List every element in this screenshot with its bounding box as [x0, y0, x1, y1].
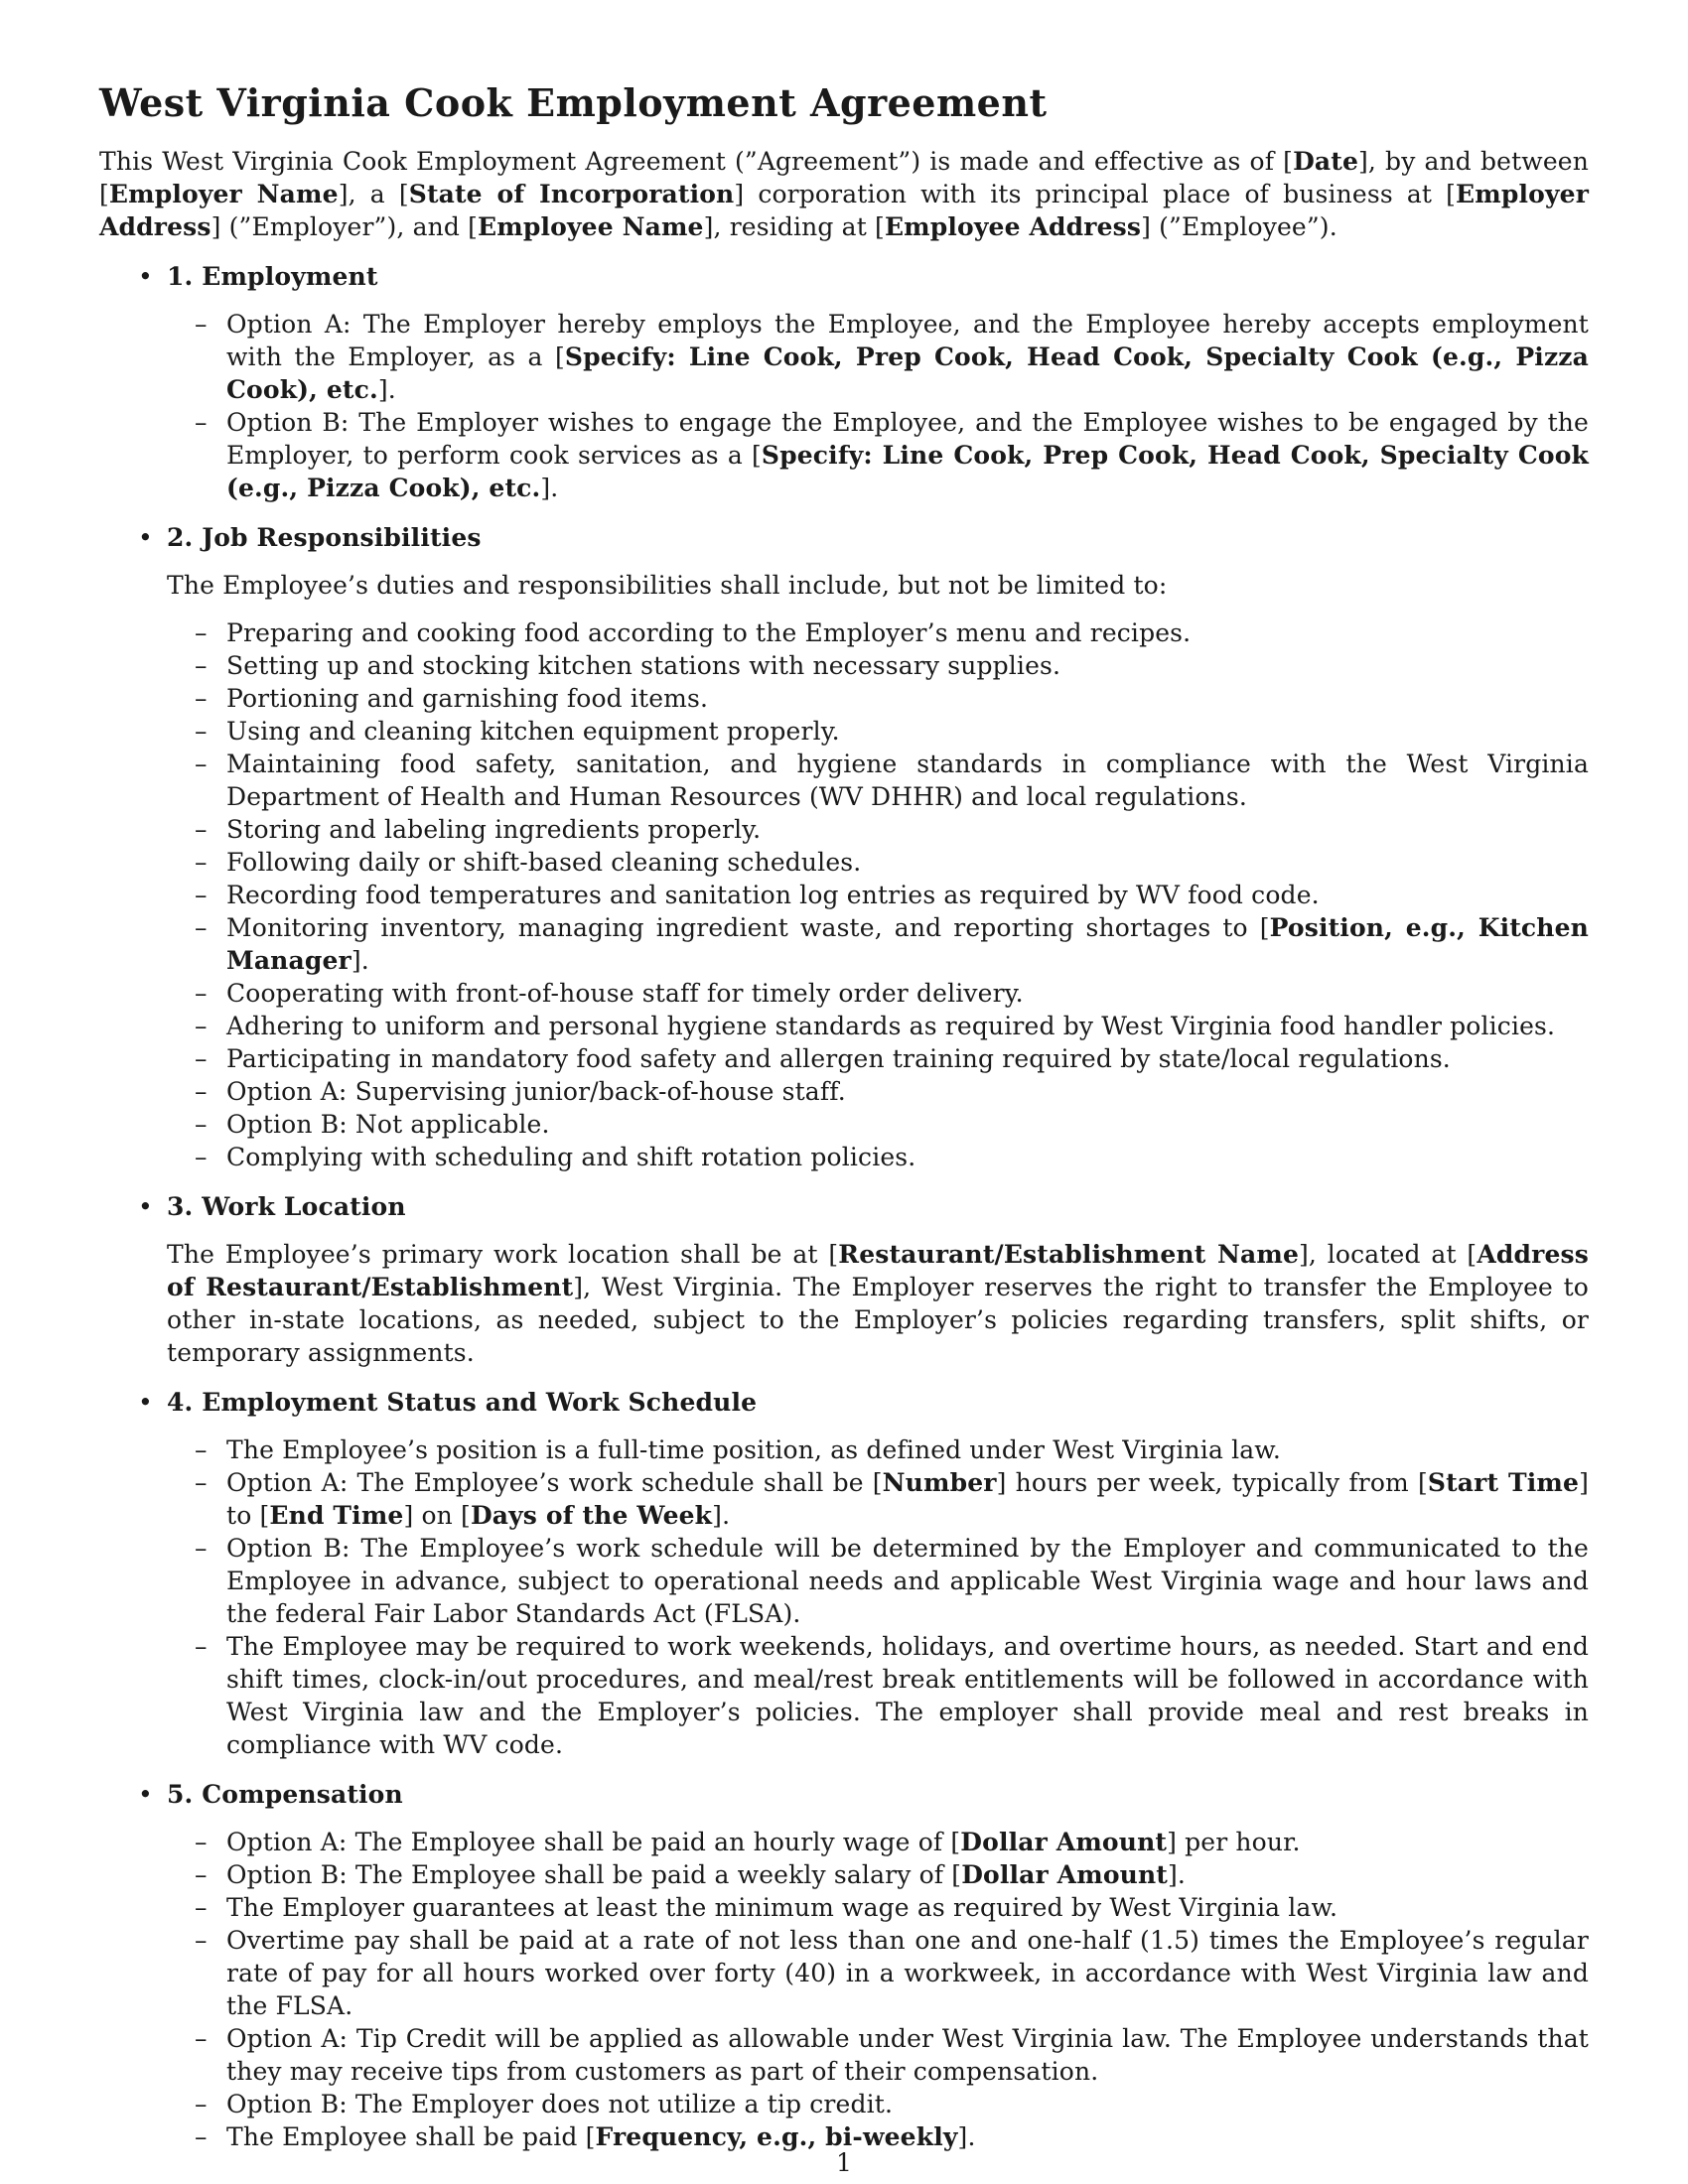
text-run: Following daily or shift-based cleaning schedules. — [226, 848, 862, 877]
text-run: ]. — [540, 474, 559, 502]
section-heading-text: 2. Job Responsibilities — [167, 523, 482, 552]
text-run: Storing and labeling ingredients properly. — [226, 815, 762, 844]
list-item — [195, 649, 1589, 682]
section — [99, 521, 1589, 1173]
section — [99, 260, 1589, 504]
placeholder-field: Frequency, e.g., bi-weekly — [595, 2122, 958, 2151]
intro-paragraph — [99, 145, 1589, 243]
text-run: Cooperating with front-of-house staff for timely order delivery. — [226, 979, 1024, 1008]
dash-icon: – — [195, 1534, 208, 1563]
bullet-icon: • — [138, 1192, 153, 1221]
dash-icon: – — [195, 1860, 208, 1889]
text-run: ] to [ — [226, 1468, 1589, 1530]
dash-icon: – — [195, 408, 208, 437]
text-run: Portioning and garnishing food items. — [226, 684, 709, 713]
dash-icon: – — [195, 310, 208, 339]
placeholder-field: End Time — [269, 1501, 404, 1530]
text-run: ], residing at [ — [703, 212, 885, 241]
placeholder-field: Employee Name — [478, 212, 704, 241]
dash-icon: – — [195, 2122, 208, 2151]
text-run: ], located at [ — [1299, 1240, 1477, 1269]
section-paragraph — [167, 1238, 1589, 1369]
list-item — [195, 1075, 1589, 1108]
clause-list — [195, 616, 1589, 1173]
list-item — [195, 1924, 1589, 2022]
list-item — [195, 1433, 1589, 1466]
list-item — [195, 1141, 1589, 1173]
placeholder-field: Restaurant/Establishment Name — [838, 1240, 1299, 1269]
text-run: Complying with scheduling and shift rotation policies. — [226, 1143, 916, 1171]
text-run: Setting up and stocking kitchen stations with necessary supplies. — [226, 651, 1061, 680]
list-item — [195, 879, 1589, 911]
text-run: The Employee may be required to work weekends, holidays, and overtime hours, as needed. Start and end shift times, clock-in/out procedures, and meal/rest break entitlements will be followed in accordance with West Virginia law and the Employer’s policies. The employer shall provide meal and rest breaks in compliance with WV code. — [226, 1632, 1589, 1759]
text-run: ], West Virginia. The Employer reserves the right to transfer the Employee to other in-state locations, as needed, subject to the Employer’s policies regarding transfers, split shifts, or temporary assignments. — [167, 1273, 1589, 1367]
text-run: Option A: The Employee’s work schedule shall be [ — [226, 1468, 883, 1497]
text-run: ]. — [957, 2122, 976, 2151]
dash-icon: – — [195, 1077, 208, 1106]
placeholder-field: Dollar Amount — [960, 1828, 1168, 1856]
text-run: ]. — [377, 375, 396, 404]
bullet-icon: • — [138, 1780, 153, 1809]
clause-list — [195, 1826, 1589, 2153]
text-run: Participating in mandatory food safety and allergen training required by state/local regulations. — [226, 1044, 1451, 1073]
dash-icon: – — [195, 717, 208, 746]
text-run: ] hours per week, typically from [ — [996, 1468, 1428, 1497]
text-run: ]. — [712, 1501, 731, 1530]
placeholder-field: State of Incorporation — [408, 180, 735, 208]
list-item — [195, 1010, 1589, 1042]
text-run: Option A: Tip Credit will be applied as allowable under West Virginia law. The Employee understands that they may receive tips from customers as part of their compensation. — [226, 2024, 1589, 2086]
page-number: 1 — [836, 2148, 852, 2177]
section — [99, 1386, 1589, 1761]
list-item — [195, 846, 1589, 879]
list-item — [195, 616, 1589, 649]
list-item — [195, 977, 1589, 1010]
dash-icon: – — [195, 913, 208, 942]
placeholder-field: Position, e.g., Kitchen Manager — [226, 913, 1589, 975]
clause-list — [195, 308, 1589, 504]
dash-icon: – — [195, 750, 208, 778]
text-run: Option B: The Employer wishes to engage the Employee, and the Employee wishes to be engaged by the Employer, to perform cook services as a [ — [226, 408, 1589, 470]
list-item — [195, 715, 1589, 748]
dash-icon: – — [195, 1468, 208, 1497]
text-run: Option A: The Employer hereby employs the Employee, and the Employee hereby accepts employment with the Employer, as a [ — [226, 310, 1589, 371]
text-run: Option B: The Employee’s work schedule will be determined by the Employer and communicated to the Employee in advance, subject to operational needs and applicable West Virginia wage and hour laws and the federal Fair Labor Standards Act (FLSA). — [226, 1534, 1589, 1628]
sections-container — [99, 260, 1589, 2153]
list-item — [195, 1466, 1589, 1532]
text-run: ]. — [351, 946, 369, 975]
list-item — [195, 1826, 1589, 1858]
text-run: ], by and between [ — [99, 147, 1589, 208]
text-run: The Employee’s position is a full-time position, as defined under West Virginia law. — [226, 1435, 1281, 1464]
section-paragraph — [167, 569, 1589, 602]
section-heading-text: 3. Work Location — [167, 1192, 406, 1221]
placeholder-field: Specify: Line Cook, Prep Cook, Head Cook, Specialty Cook (e.g., Pizza Cook), etc. — [226, 342, 1589, 404]
section-heading — [99, 260, 1589, 293]
text-run: ], a [ — [338, 180, 409, 208]
section-heading — [99, 521, 1589, 554]
section-heading — [99, 1386, 1589, 1419]
dash-icon: – — [195, 1828, 208, 1856]
list-item — [195, 1891, 1589, 1924]
text-run: Adhering to uniform and personal hygiene standards as required by West Virginia food handler policies. — [226, 1012, 1556, 1040]
text-run: The Employee’s duties and responsibilities shall include, but not be limited to: — [167, 571, 1168, 600]
dash-icon: – — [195, 1143, 208, 1171]
list-item — [195, 911, 1589, 977]
dash-icon: – — [195, 1893, 208, 1922]
list-item — [195, 406, 1589, 504]
dash-icon: – — [195, 1632, 208, 1661]
dash-icon: – — [195, 2090, 208, 2118]
dash-icon: – — [195, 881, 208, 909]
text-run: The Employee shall be paid [ — [226, 2122, 596, 2151]
dash-icon: – — [195, 651, 208, 680]
dash-icon: – — [195, 815, 208, 844]
dash-icon: – — [195, 1926, 208, 1955]
document-title: West Virginia Cook Employment Agreement — [99, 80, 1048, 125]
text-run: Option B: The Employer does not utilize a tip credit. — [226, 2090, 894, 2118]
text-run: ] (”Employee”). — [1141, 212, 1337, 241]
bullet-icon: • — [138, 523, 153, 552]
text-run: Preparing and cooking food according to the Employer’s menu and recipes. — [226, 618, 1192, 647]
text-run: Maintaining food safety, sanitation, and hygiene standards in compliance with the West Virginia Department of Health and Human Resources (WV DHHR) and local regulations. — [226, 750, 1589, 811]
dash-icon: – — [195, 2024, 208, 2053]
placeholder-field: Address of Restaurant/Establishment — [167, 1240, 1589, 1301]
placeholder-field: Dollar Amount — [961, 1860, 1169, 1889]
dash-icon: – — [195, 1110, 208, 1139]
list-item — [195, 1108, 1589, 1141]
section-heading-text: 5. Compensation — [167, 1780, 403, 1809]
list-item — [195, 1532, 1589, 1630]
text-run: Recording food temperatures and sanitation log entries as required by WV food code. — [226, 881, 1320, 909]
text-run: Option B: Not applicable. — [226, 1110, 550, 1139]
list-item — [195, 1042, 1589, 1075]
list-item — [195, 748, 1589, 813]
text-run: ] on [ — [403, 1501, 471, 1530]
list-item — [195, 2088, 1589, 2120]
text-run: Option B: The Employee shall be paid a weekly salary of [ — [226, 1860, 962, 1889]
text-run: The Employer guarantees at least the minimum wage as required by West Virginia law. — [226, 1893, 1338, 1922]
list-item — [195, 1858, 1589, 1891]
list-item — [195, 1630, 1589, 1761]
clause-list — [195, 1433, 1589, 1761]
text-run: Monitoring inventory, managing ingredient waste, and reporting shortages to [ — [226, 913, 1270, 942]
dash-icon: – — [195, 1435, 208, 1464]
dash-icon: – — [195, 618, 208, 647]
list-item — [195, 682, 1589, 715]
section-heading — [99, 1190, 1589, 1223]
placeholder-field: Specify: Line Cook, Prep Cook, Head Cook, Specialty Cook (e.g., Pizza Cook), etc. — [226, 441, 1589, 502]
dash-icon: – — [195, 1012, 208, 1040]
list-item — [195, 2022, 1589, 2088]
text-run: ] corporation with its principal place of business at [ — [734, 180, 1457, 208]
text-run: ] per hour. — [1167, 1828, 1301, 1856]
placeholder-field: Employee Address — [884, 212, 1142, 241]
dash-icon: – — [195, 979, 208, 1008]
dash-icon: – — [195, 848, 208, 877]
text-run: Overtime pay shall be paid at a rate of not less than one and one-half (1.5) times the Employee’s regular rate of pay for all hours worked over forty (40) in a workweek, in accordance with West Virginia law and the FLSA. — [226, 1926, 1589, 2020]
text-run: Option A: The Employee shall be paid an hourly wage of [ — [226, 1828, 961, 1856]
document-page — [99, 79, 1589, 2170]
bullet-icon: • — [138, 262, 153, 291]
text-run: Using and cleaning kitchen equipment properly. — [226, 717, 840, 746]
text-run: ]. — [1168, 1860, 1187, 1889]
text-run: The Employee’s primary work location shall be at [ — [167, 1240, 839, 1269]
placeholder-field: Number — [882, 1468, 997, 1497]
section — [99, 1778, 1589, 2153]
text-run: This West Virginia Cook Employment Agreement (”Agreement”) is made and effective as of [ — [99, 147, 1294, 176]
text-run: Option A: Supervising junior/back-of-house staff. — [226, 1077, 846, 1106]
text-run: ] (”Employer”), and [ — [211, 212, 479, 241]
bullet-icon: • — [138, 1388, 153, 1417]
dash-icon: – — [195, 684, 208, 713]
list-item — [195, 308, 1589, 406]
list-item — [195, 813, 1589, 846]
placeholder-field: Days of the Week — [470, 1501, 713, 1530]
placeholder-field: Date — [1293, 147, 1358, 176]
section-heading-text: 1. Employment — [167, 262, 378, 291]
placeholder-field: Start Time — [1427, 1468, 1580, 1497]
placeholder-field: Employer Address — [99, 180, 1590, 241]
placeholder-field: Employer Name — [108, 180, 339, 208]
dash-icon: – — [195, 1044, 208, 1073]
section — [99, 1190, 1589, 1369]
section-heading — [99, 1778, 1589, 1811]
section-heading-text: 4. Employment Status and Work Schedule — [167, 1388, 758, 1417]
